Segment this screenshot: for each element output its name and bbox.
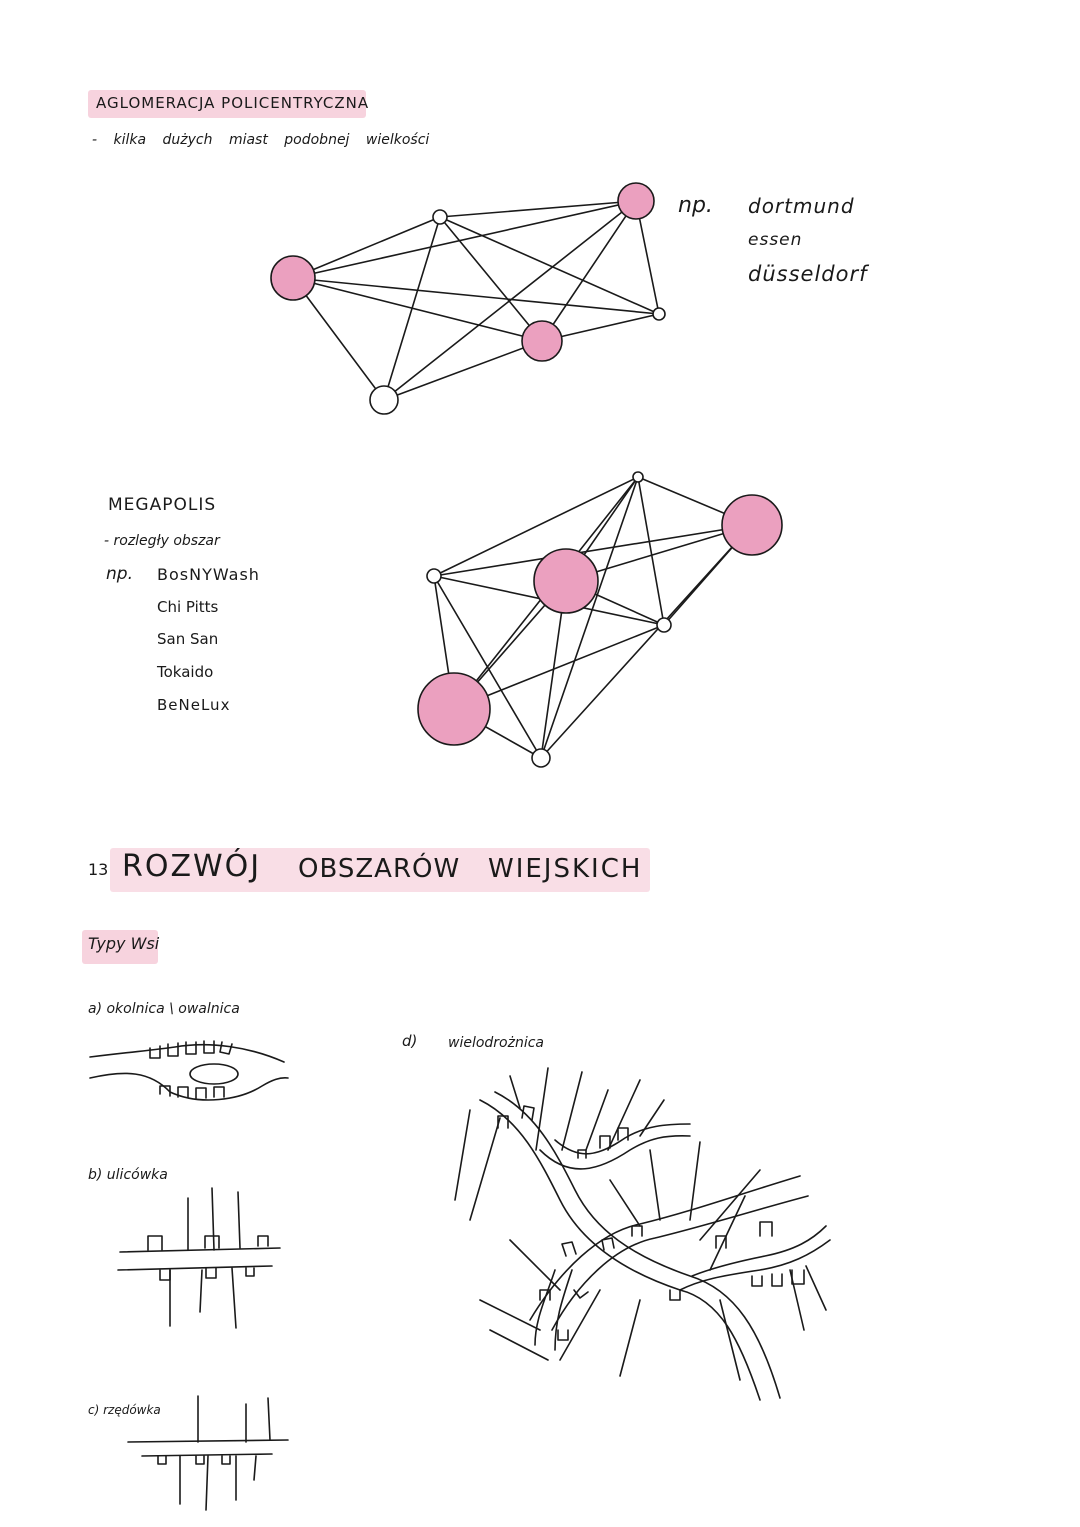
- polycentric-network-edges: [293, 201, 659, 400]
- village-type-b-label: b) ulicówka: [88, 1167, 168, 1183]
- village-sketch-ulicowka: [118, 1188, 280, 1328]
- polycentric-example-2: essen: [748, 230, 803, 250]
- city-node-large: [271, 256, 315, 300]
- village-type-d-label: wielodrożnica: [448, 1035, 545, 1051]
- village-type-c-label: c) rzędówka: [88, 1403, 161, 1417]
- polycentric-example-1: dortmund: [748, 194, 855, 218]
- city-node-small: [657, 618, 671, 632]
- megapolis-example-5: BeNeLux: [157, 696, 231, 714]
- village-sketch-okolnica: [90, 1041, 288, 1100]
- chapter-title-2: OBSZARÓW: [298, 854, 461, 884]
- polycentric-example-prefix: np.: [678, 193, 713, 218]
- megapolis-description: - rozległy obszar: [104, 533, 220, 549]
- megapolis-example-3: San San: [157, 630, 219, 648]
- megapolis-title: MEGAPOLIS: [108, 495, 217, 515]
- village-types-heading: Typy Wsi: [88, 934, 160, 953]
- megapolis-example-2: Chi Pitts: [157, 598, 219, 616]
- city-node-large: [722, 495, 782, 555]
- polycentric-network-diagram: [271, 183, 665, 414]
- city-node-large: [418, 673, 490, 745]
- chapter-title-3: WIEJSKICH: [488, 854, 643, 884]
- city-node-small: [427, 569, 441, 583]
- city-node-small: [532, 749, 550, 767]
- village-sketch-wielodroznica: [455, 1068, 830, 1400]
- megapolis-example-4: Tokaido: [157, 663, 214, 681]
- village-type-d-letter: d): [402, 1032, 418, 1050]
- city-node-small: [370, 386, 398, 414]
- megapolis-example-prefix: np.: [106, 564, 133, 584]
- city-node-large: [618, 183, 654, 219]
- megapolis-example-1: BosNYWash: [157, 565, 260, 584]
- city-node-small: [633, 472, 643, 482]
- polycentric-description: - kilka dużych miast podobnej wielkości: [92, 132, 430, 148]
- chapter-number: 13: [88, 860, 109, 879]
- village-sketch-rzedowka: [128, 1396, 288, 1510]
- polycentric-title: AGLOMERACJA POLICENTRYCZNA: [96, 94, 370, 112]
- polycentric-example-3: düsseldorf: [748, 262, 868, 286]
- village-type-a-label: a) okolnica \ owalnica: [88, 1001, 240, 1017]
- city-node-small: [433, 210, 447, 224]
- chapter-title-1: ROZWÓJ: [122, 849, 262, 884]
- megapolis-network-diagram: [418, 472, 782, 767]
- city-node-large: [522, 321, 562, 361]
- city-node-large: [534, 549, 598, 613]
- city-node-small: [653, 308, 665, 320]
